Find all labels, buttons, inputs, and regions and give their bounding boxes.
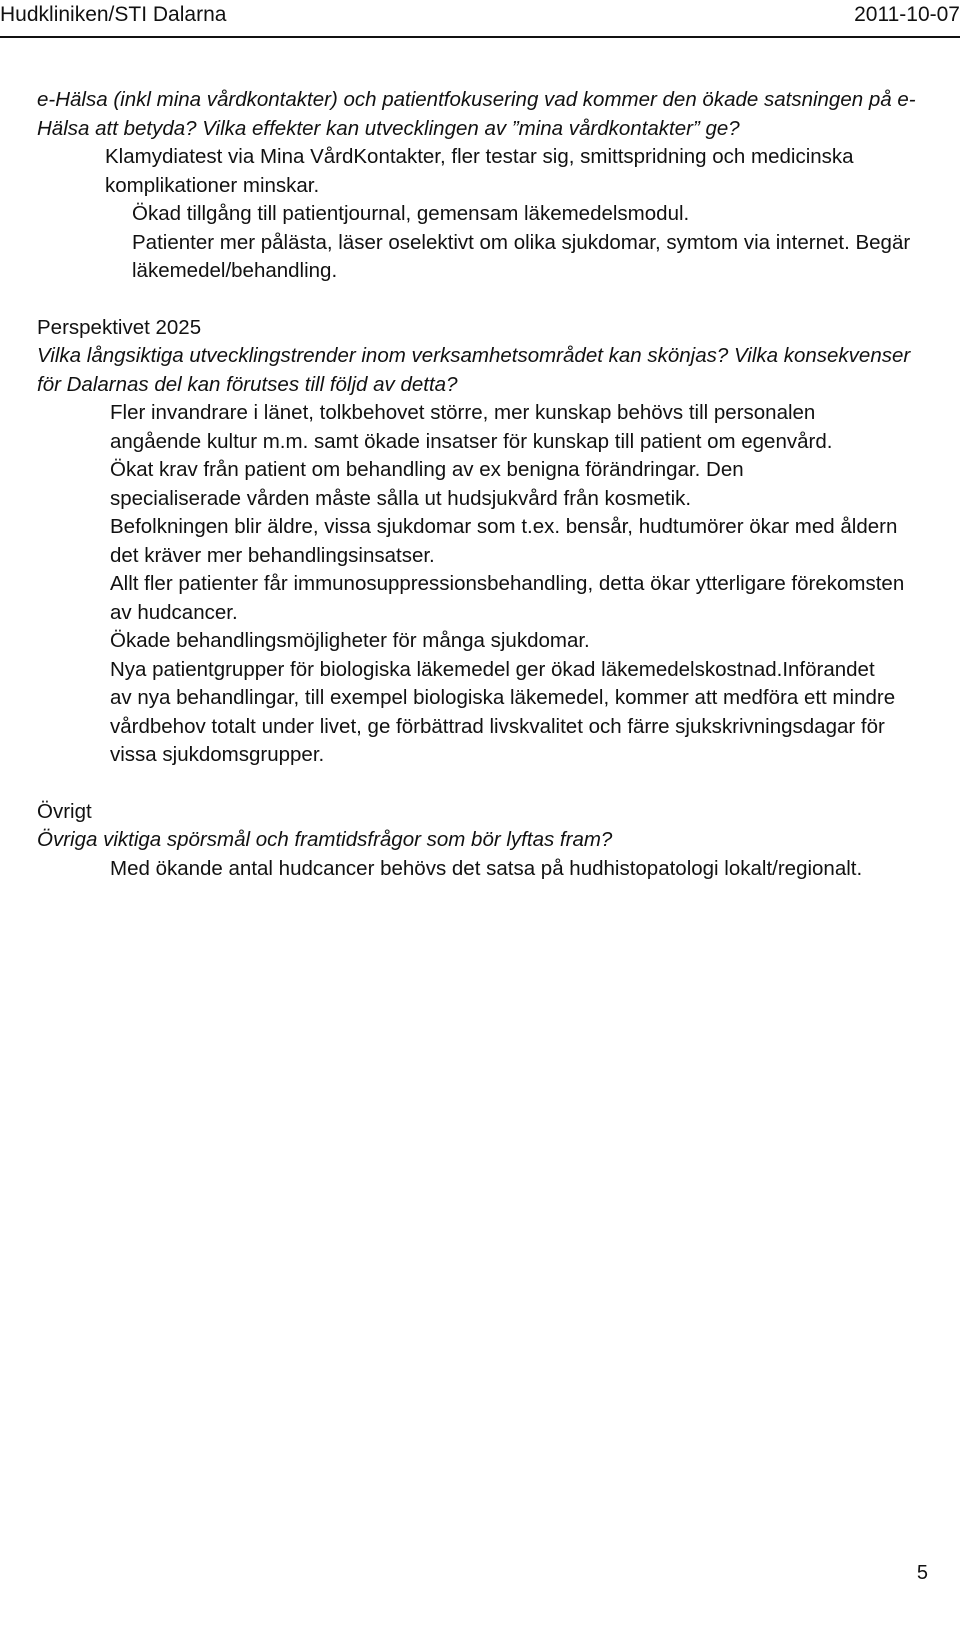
ehealth-answer: Patienter mer pålästa, läser oselektivt om olika sjukdomar, symtom via internet. Begär läkemedel/behandling.: [132, 230, 911, 282]
other-answer: Med ökande antal hudcancer behövs det satsa på hudhistopatologi lokalt/regionalt.: [110, 856, 863, 880]
header-date: 2011-10-07: [854, 3, 960, 26]
page-number: 5: [916, 1562, 928, 1584]
other-question: Övriga viktiga spörsmål och framtidsfrågor som bör lyftas fram?: [37, 828, 613, 851]
document-body: [37, 86, 927, 883]
header-rule: [0, 36, 960, 38]
ehealth-question: e-Hälsa (inkl mina vårdkontakter) och patientfokusering vad kommer den ökade satsningen på e-Hälsa att betyda? Vilka effekter kan utvecklingen av ”mina vårdkontakter” ge?: [37, 88, 916, 140]
section-heading-other: Övrigt: [37, 799, 92, 823]
perspective-answer: Ökat krav från patient om behandling av ex benigna förändringar. Den specialiserade vården måste sålla ut hudsjukvård från kosmetik.: [110, 458, 744, 510]
ehealth-answer: Klamydiatest via Mina VårdKontakter, fler testar sig, smittspridning och medicinska komplikationer minskar.: [105, 145, 854, 197]
perspective-question: Vilka långsiktiga utvecklingstrender inom verksamhetsområdet kan skönjas? Vilka konsekvenser för Dalarnas del kan förutses till följd av detta?: [37, 344, 911, 396]
perspective-answer: Ökade behandlingsmöjligheter för många sjukdomar.: [110, 629, 590, 652]
section-heading-2025: Perspektivet 2025: [37, 315, 202, 339]
perspective-answer: Nya patientgrupper för biologiska läkemedel ger ökad läkemedelskostnad.Införandet av nya behandlingar, till exempel biologiska läkemedel, kommer att medföra ett mindre vårdbehov totalt under livet, ge förbättrad livskvalitet och färre sjukskrivningsdagar för vissa sjukdomsgrupper.: [110, 657, 896, 766]
perspective-answer: Befolkningen blir äldre, vissa sjukdomar som t.ex. bensår, hudtumörer ökar med åldern det kräver mer behandlingsinsatser.: [110, 515, 898, 567]
ehealth-answer: Ökad tillgång till patientjournal, gemensam läkemedelsmodul.: [132, 202, 690, 225]
perspective-answer: Allt fler patienter får immunosuppressionsbehandling, detta ökar ytterligare förekomsten av hudcancer.: [110, 572, 905, 624]
perspective-answer: Fler invandrare i länet, tolkbehovet större, mer kunskap behövs till personalen angående kultur m.m. samt ökade insatser för kunskap till patient om egenvård.: [110, 401, 833, 453]
header-title: Hudkliniken/STI Dalarna: [0, 3, 227, 26]
